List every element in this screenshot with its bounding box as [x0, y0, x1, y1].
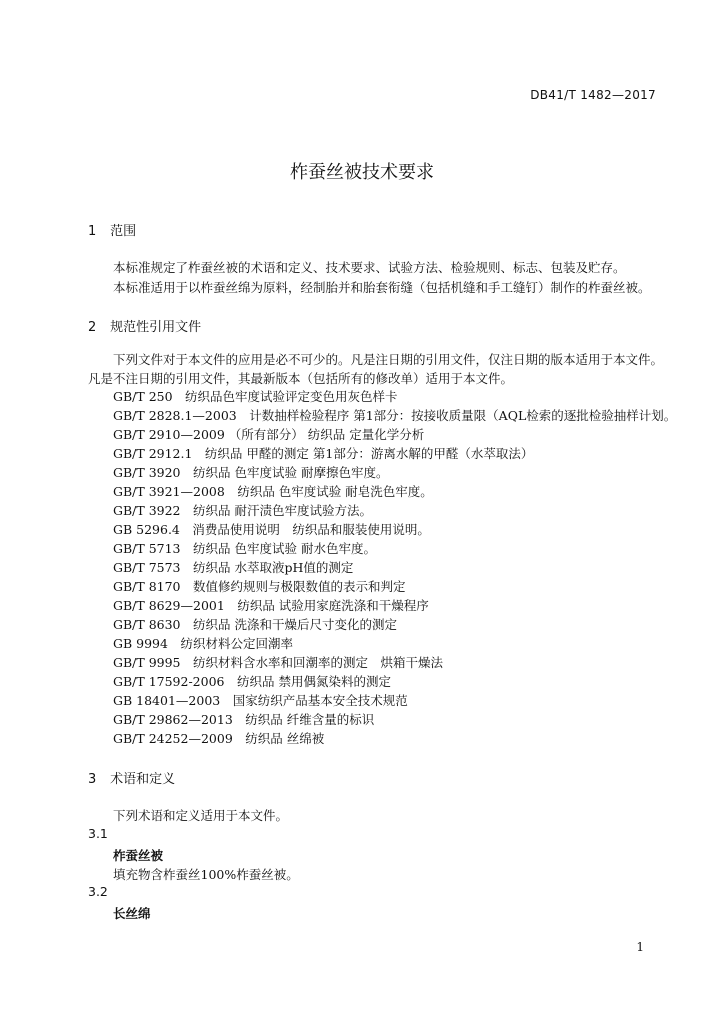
reference-item: GB 9994 纺织材料公定回潮率: [113, 636, 293, 651]
reference-item: GB/T 3922 纺织品 耐汗渍色牢度试验方法。: [113, 503, 372, 518]
reference-item: GB/T 3921—2008 纺织品 色牢度试验 耐皂洗色牢度。: [113, 484, 433, 499]
reference-item: GB/T 8170 数值修约规则与极限数值的表示和判定: [113, 579, 406, 594]
reference-item: GB/T 9995 纺织材料含水率和回潮率的测定 烘箱干燥法: [113, 655, 444, 670]
subclause-number: 3.1: [88, 826, 108, 841]
page-title: 柞蚕丝被技术要求: [290, 162, 434, 183]
reference-item: GB 5296.4 消费品使用说明 纺织品和服装使用说明。: [113, 522, 430, 537]
reference-item: GB/T 2828.1—2003 计数抽样检验程序 第1部分：按接收质量限（AQL检索的逐批检验抽样计划。: [113, 408, 677, 423]
section-3-heading: [88, 768, 175, 787]
paragraph: 下列文件对于本文件的应用是必不可少的。凡是注日期的引用文件，仅注日期的版本适用于本文件。: [113, 352, 664, 367]
paragraph: 凡是不注日期的引用文件，其最新版本（包括所有的修改单）适用于本文件。: [88, 371, 514, 386]
reference-item: GB/T 2910—2009 （所有部分） 纺织品 定量化学分析: [113, 427, 425, 442]
reference-item: GB 18401—2003 国家纺织产品基本安全技术规范: [113, 693, 408, 708]
paragraph: 本标准适用于以柞蚕丝绵为原料，经制胎并和胎套衔缝（包括机缝和手工缝钉）制作的柞蚕丝被。: [113, 280, 651, 295]
reference-item: GB/T 2912.1 纺织品 甲醛的测定 第1部分：游离水解的甲醛（水萃取法）: [113, 446, 534, 461]
reference-item: GB/T 3920 纺织品 色牢度试验 耐摩擦色牢度。: [113, 465, 389, 480]
term-definition: 填充物含柞蚕丝100%柞蚕丝被。: [113, 867, 299, 882]
reference-item: GB/T 7573 纺织品 水萃取液pH值的测定: [113, 560, 354, 575]
reference-item: GB/T 8630 纺织品 洗涤和干燥后尺寸变化的测定: [113, 617, 397, 632]
section-1-heading: [88, 220, 136, 239]
section-title: 术语和定义: [110, 772, 176, 787]
document-code: DB41/T 1482—2017: [530, 88, 656, 102]
paragraph: 下列术语和定义适用于本文件。: [113, 808, 289, 823]
page-number: 1: [636, 940, 644, 954]
reference-item: GB/T 250 纺织品色牢度试验评定变色用灰色样卡: [113, 389, 398, 404]
reference-item: GB/T 24252—2009 纺织品 丝绵被: [113, 731, 325, 746]
section-title: 范围: [110, 224, 137, 239]
section-number: 1: [88, 224, 97, 239]
reference-item: GB/T 29862—2013 纺织品 纤维含量的标识: [113, 712, 375, 727]
reference-list: [113, 387, 676, 748]
subclause-number: 3.2: [88, 884, 108, 899]
paragraph: 本标准规定了柞蚕丝被的术语和定义、技术要求、试验方法、检验规则、标志、包装及贮存。: [113, 260, 626, 275]
section-number: 2: [88, 320, 97, 335]
reference-item: GB/T 5713 纺织品 色牢度试验 耐水色牢度。: [113, 541, 376, 556]
term-heading: 长丝绵: [113, 906, 151, 921]
section-2-heading: [88, 316, 201, 335]
section-title: 规范性引用文件: [110, 320, 202, 335]
reference-item: GB/T 8629—2001 纺织品 试验用家庭洗涤和干燥程序: [113, 598, 429, 613]
term-heading: 柞蚕丝被: [113, 848, 164, 863]
reference-item: GB/T 17592-2006 纺织品 禁用偶氮染料的测定: [113, 674, 391, 689]
section-number: 3: [88, 772, 97, 787]
